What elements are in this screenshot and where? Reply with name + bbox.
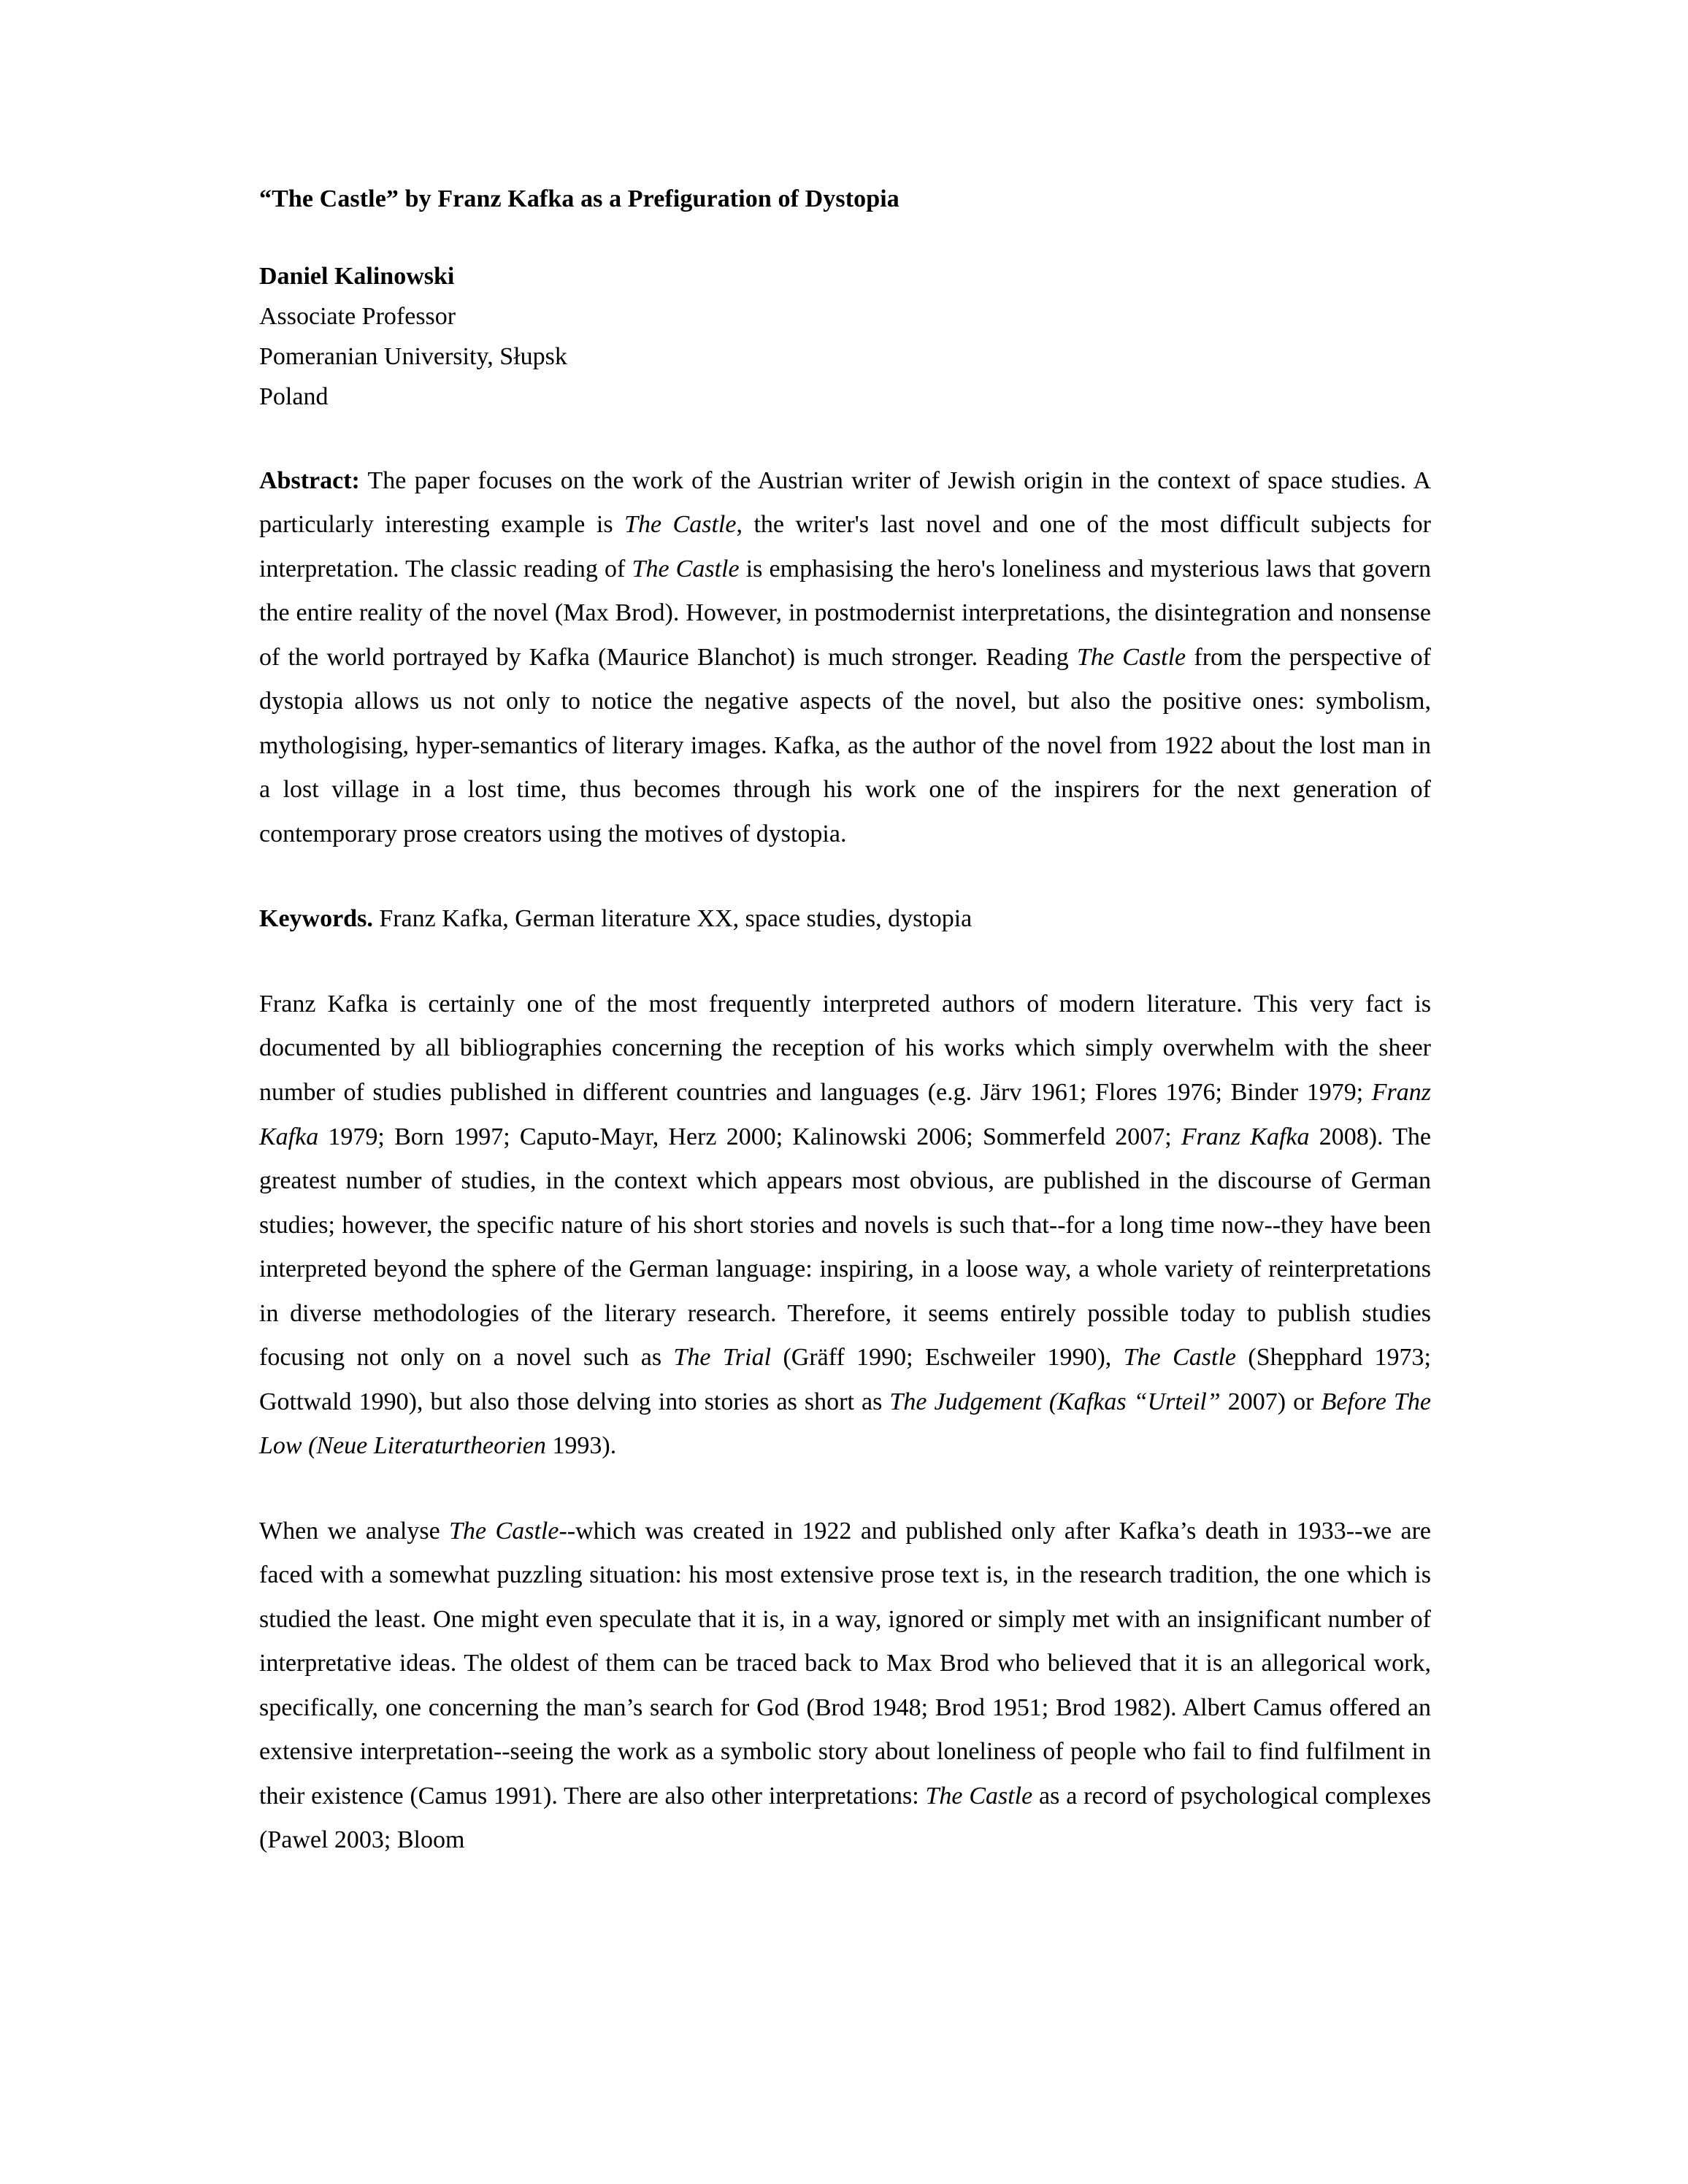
p1-text-3: 2008). The greatest number of studies, in the context which appears most obvious, are published in the discourse of German studies; however, the specific nature of his short stories and novels is such that--for a long time now--they have been interpreted beyond the sphere of the German language: inspiring, in a loose way, a whole variety of reinterpretations in diverse methodologies of the literary research. Therefore, it seems entirely possible today to publish studies focusing not only on a novel such as <box>259 1123 1431 1372</box>
p1-text-7: 1993). <box>545 1432 617 1460</box>
author-name: Daniel Kalinowski <box>259 262 455 290</box>
keywords-paragraph <box>259 897 1431 942</box>
author-position: Associate Professor <box>259 302 456 330</box>
keywords-label: Keywords. <box>259 905 373 933</box>
abstract-text-2: , the writer's last novel and one of the most difficult subjects for interpretation. The classic reading of <box>259 511 1431 582</box>
abstract-text-4: from the perspective of dystopia allows us not only to notice the negative aspects of the novel, but also the positive ones: symbolism, mythologising, hyper-semantics of literary images. Kafka, as the author of the novel from 1922 about the lost man in a lost village in a lost time, thus becomes through his work one of the inspirers for the next generation of contemporary prose creators using the motives of dystopia. <box>259 643 1431 847</box>
author-affiliation: Pomeranian University, Słupsk <box>259 342 567 370</box>
p1-text-2: 1979; Born 1997; Caputo-Mayr, Herz 2000; Kalinowski 2006; Sommerfeld 2007; <box>318 1123 1181 1150</box>
page-title: “The Castle” by Franz Kafka as a Prefiguration of Dystopia <box>259 185 899 212</box>
p1-title-1: Franz Kafka <box>259 1079 1431 1150</box>
author-country: Poland <box>259 382 329 410</box>
p2-text-3: as a record of psychological complexes (Pawel 2003; Bloom <box>259 1782 1431 1854</box>
body-paragraph-2 <box>259 1510 1431 1863</box>
p1-text-1: Franz Kafka is certainly one of the most frequently interpreted authors of modern literature. This very fact is documented by all bibliographies concerning the reception of his works which simply overwhelm with the sheer number of studies published in different countries and languages (e.g. Järv 1961; Flores 1976; Binder 1979; <box>259 990 1431 1106</box>
abstract-paragraph <box>259 459 1431 857</box>
abstract-title-2: The Castle <box>632 555 740 582</box>
p2-title-2: The Castle <box>925 1782 1033 1810</box>
abstract-title-3: The Castle <box>1076 643 1186 671</box>
keywords-text: Franz Kafka, German literature XX, space studies, dystopia <box>372 905 972 933</box>
p1-title-6: Before The Low (Neue Literaturtheorien <box>259 1388 1431 1460</box>
p2-text-1: When we analyse <box>259 1517 450 1545</box>
p1-title-5: The Judgement (Kafkas “Urteil” <box>889 1388 1221 1415</box>
p2-title-1: The Castle <box>449 1517 559 1545</box>
body-paragraph-1 <box>259 983 1431 1469</box>
p1-text-4: (Gräff 1990; Eschweiler 1990), <box>771 1344 1124 1372</box>
abstract-label: Abstract: <box>259 466 360 494</box>
page-content <box>259 184 1431 1863</box>
abstract-text-3: is emphasising the hero's loneliness and mysterious laws that govern the entire reality of the novel (Max Brod). However, in postmodernist interpretations, the disintegration and nonsense of the world portrayed by Kafka (Maurice Blanchot) is much stronger. Reading <box>259 555 1431 671</box>
p1-title-4: The Castle <box>1123 1344 1236 1372</box>
p1-text-5: (Shepphard 1973; Gottwald 1990), but also those delving into stories as short as <box>259 1344 1431 1415</box>
p1-text-6: 2007) or <box>1220 1388 1321 1415</box>
abstract-title-1: The Castle <box>624 511 737 539</box>
author-block <box>259 256 1431 417</box>
p1-title-2: Franz Kafka <box>1181 1123 1310 1150</box>
abstract-text-1: The paper focuses on the work of the Austrian writer of Jewish origin in the context of space studies. A particularly interesting example is <box>259 466 1431 539</box>
p2-text-2: --which was created in 1922 and published only after Kafka’s death in 1933--we are faced with a somewhat puzzling situation: his most extensive prose text is, in the research tradition, the one which is studied the least. One might even speculate that it is, in a way, ignored or simply met with an insignificant number of interpretative ideas. The oldest of them can be traced back to Max Brod who believed that it is an allegorical work, specifically, one concerning the man’s search for God (Brod 1948; Brod 1951; Brod 1982). Albert Camus offered an extensive interpretation--seeing the work as a symbolic story about loneliness of people who fail to find fulfilment in their existence (Camus 1991). There are also other interpretations: <box>259 1517 1431 1810</box>
p1-title-3: The Trial <box>673 1344 772 1372</box>
